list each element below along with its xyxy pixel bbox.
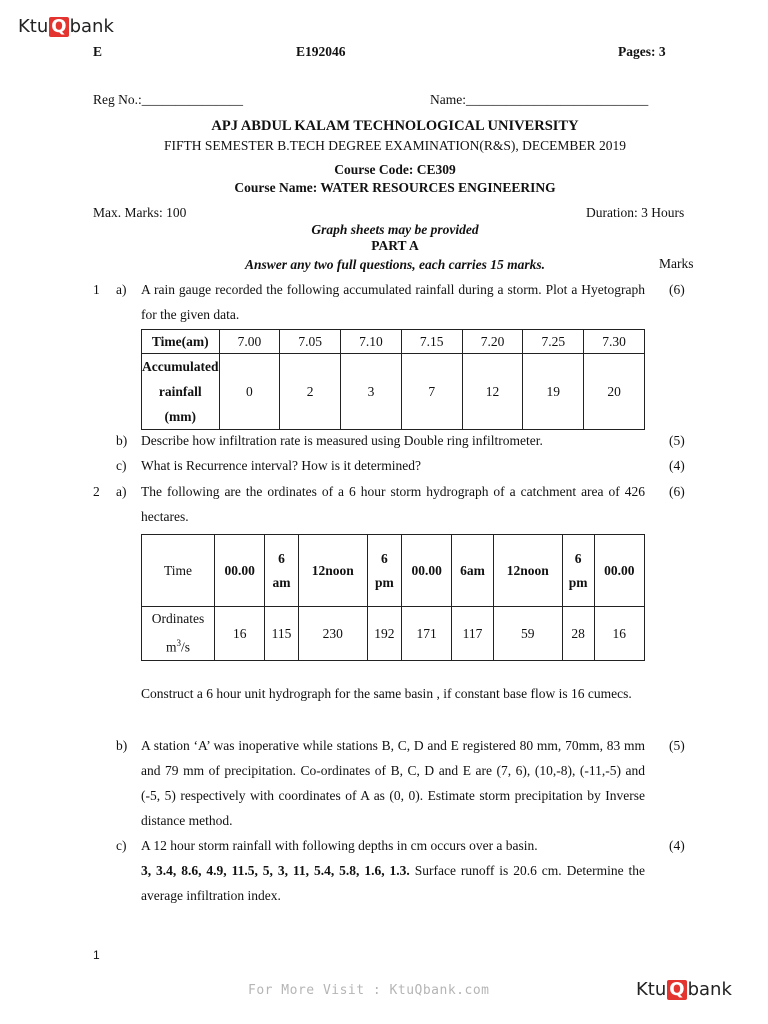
table-cell: 2	[280, 354, 341, 430]
question-2-number: 2	[93, 484, 100, 499]
header-line: rainfall	[158, 384, 202, 399]
table-cell: 7.10	[341, 330, 402, 354]
page-number: 1	[93, 948, 100, 962]
question-2a-label: a)	[116, 484, 127, 499]
table-cell: 12	[462, 354, 523, 430]
logo-text-pre: Ktu	[18, 16, 49, 37]
duration: Duration: 3 Hours	[586, 205, 685, 220]
part-heading: PART A	[371, 238, 419, 253]
question-2a-continuation: Construct a 6 hour unit hydrograph for the same basin , if constant base flow is 16 cumecs.	[141, 686, 632, 701]
table-cell: 192	[367, 607, 401, 661]
table-cell: 171	[401, 607, 451, 661]
table-cell: 12noon	[298, 535, 367, 607]
table-cell: 7	[401, 354, 462, 430]
paper-code: E192046	[296, 44, 346, 59]
exam-title: FIFTH SEMESTER B.TECH DEGREE EXAMINATION(R&S), DECEMBER 2019	[163, 138, 626, 153]
ktuqbank-logo-top	[18, 16, 114, 37]
table-cell: 115	[265, 607, 298, 661]
question-2c-rest: Surface runoff is 20.6 cm. Determine the average infiltration index.	[141, 863, 645, 903]
max-marks: Max. Marks: 100	[93, 205, 187, 220]
rainfall-table-value-row	[142, 354, 645, 430]
marks-column-label: Marks	[659, 256, 694, 271]
question-2c-text	[141, 833, 645, 908]
question-2c-label: c)	[116, 838, 127, 853]
unit-base: m	[165, 639, 177, 655]
cell-line: pm	[568, 574, 588, 590]
cell-line: pm	[375, 574, 394, 590]
hydrograph-table-value-row	[142, 607, 645, 661]
question-1a-marks: (6)	[669, 282, 685, 297]
table-cell	[265, 535, 298, 607]
table-cell: 16	[215, 607, 265, 661]
table-cell	[562, 535, 594, 607]
rainfall-table-time-row	[142, 330, 645, 354]
question-1b-text: Describe how infiltration rate is measured using Double ring infiltrometer.	[141, 433, 543, 448]
rainfall-table	[141, 329, 645, 430]
cell-line: 6	[381, 550, 388, 566]
course-name: Course Name: WATER RESOURCES ENGINEERING	[234, 180, 556, 195]
question-1a-text: A rain gauge recorded the following accumulated rainfall during a storm. Plot a Hyetograph for the given data.	[141, 282, 645, 322]
header-line: Ordinates	[151, 611, 205, 627]
question-2c-intro: A 12 hour storm rainfall with following depths in cm occurs over a basin.	[141, 838, 538, 853]
question-1b-marks: (5)	[669, 433, 685, 448]
logo-text-post: bank	[69, 16, 114, 37]
table-cell: 7.25	[523, 330, 584, 354]
rainfall-depths: 3, 3.4, 8.6, 4.9, 11.5, 5, 3, 11, 5.4, 5.8, 1.6, 1.3.	[141, 863, 410, 878]
table-cell: 20	[584, 354, 645, 430]
table-row-header	[142, 354, 220, 430]
ktuqbank-logo-bottom	[636, 979, 732, 1000]
cell-line: 6	[574, 550, 582, 566]
university-title: APJ ABDUL KALAM TECHNOLOGICAL UNIVERSITY	[211, 118, 579, 134]
table-cell: 16	[594, 607, 644, 661]
question-1c-label: c)	[116, 458, 127, 473]
table-cell: 7.05	[280, 330, 341, 354]
question-1-number: 1	[93, 282, 100, 297]
question-2b-text: A station ‘A’ was inoperative while stations B, C, D and E registered 80 mm, 70mm, 83 mm and 79 mm of precipitation. Co-ordinates of B, C, D and E are (7, 6), (10,-8), (-11,-5) and (-5, 5) respectively with coordinates of A as (0, 0). Estimate storm precipitation by Inverse distance method.	[141, 738, 645, 828]
header-line: (mm)	[164, 409, 196, 424]
table-cell: 00.00	[594, 535, 644, 607]
hydrograph-table	[141, 534, 645, 661]
hydrograph-table-time-row	[142, 535, 645, 607]
question-2b-marks: (5)	[669, 738, 685, 753]
table-cell: 7.15	[401, 330, 462, 354]
name-field: Name:___________________________	[430, 92, 649, 107]
logo-q-mark: Q	[51, 15, 67, 37]
course-code: Course Code: CE309	[334, 162, 456, 177]
logo-text-pre: Ktu	[636, 979, 667, 1000]
cell-line: am	[272, 574, 291, 590]
question-1c-text: What is Recurrence interval? How is it determined?	[141, 458, 422, 473]
logo-q-mark: Q	[669, 978, 685, 1000]
table-cell: 0	[219, 354, 280, 430]
logo-text-post: bank	[687, 979, 732, 1000]
table-cell: 19	[523, 354, 584, 430]
question-2a-text: The following are the ordinates of a 6 hour storm hydrograph of a catchment area of 426 hectares.	[141, 484, 645, 524]
table-cell	[367, 535, 401, 607]
question-2b-label: b)	[116, 738, 128, 753]
question-1c-marks: (4)	[669, 458, 685, 473]
table-cell: 7.30	[584, 330, 645, 354]
table-cell: 00.00	[215, 535, 265, 607]
footer-link-text[interactable]: For More Visit : KtuQbank.com	[248, 983, 490, 998]
paper-series: E	[93, 44, 103, 59]
part-instruction: Answer any two full questions, each carries 15 marks.	[244, 257, 546, 272]
table-cell: 7.00	[219, 330, 280, 354]
question-2a-marks: (6)	[669, 484, 685, 499]
table-cell: 117	[452, 607, 493, 661]
table-cell: 6am	[452, 535, 493, 607]
table-cell: 12noon	[493, 535, 562, 607]
table-row-header	[142, 607, 215, 661]
unit-rest: /s	[181, 639, 191, 655]
graph-note: Graph sheets may be provided	[311, 222, 479, 237]
page-count: Pages: 3	[618, 44, 666, 59]
question-1a-label: a)	[116, 282, 127, 297]
header-line: Accumulated	[142, 359, 219, 374]
unit-superscript: 3	[176, 638, 181, 649]
table-row-header: Time(am)	[142, 330, 220, 354]
reg-no-field: Reg No.:_______________	[93, 92, 243, 107]
table-cell: 7.20	[462, 330, 523, 354]
table-cell: 230	[298, 607, 367, 661]
cell-line: 6	[278, 550, 285, 566]
question-1b-label: b)	[116, 433, 128, 448]
question-2c-marks: (4)	[669, 838, 685, 853]
table-cell: 00.00	[401, 535, 451, 607]
table-cell: 28	[562, 607, 594, 661]
unit-line	[142, 631, 214, 660]
table-cell: 3	[341, 354, 402, 430]
table-row-header: Time	[142, 535, 215, 607]
table-cell: 59	[493, 607, 562, 661]
